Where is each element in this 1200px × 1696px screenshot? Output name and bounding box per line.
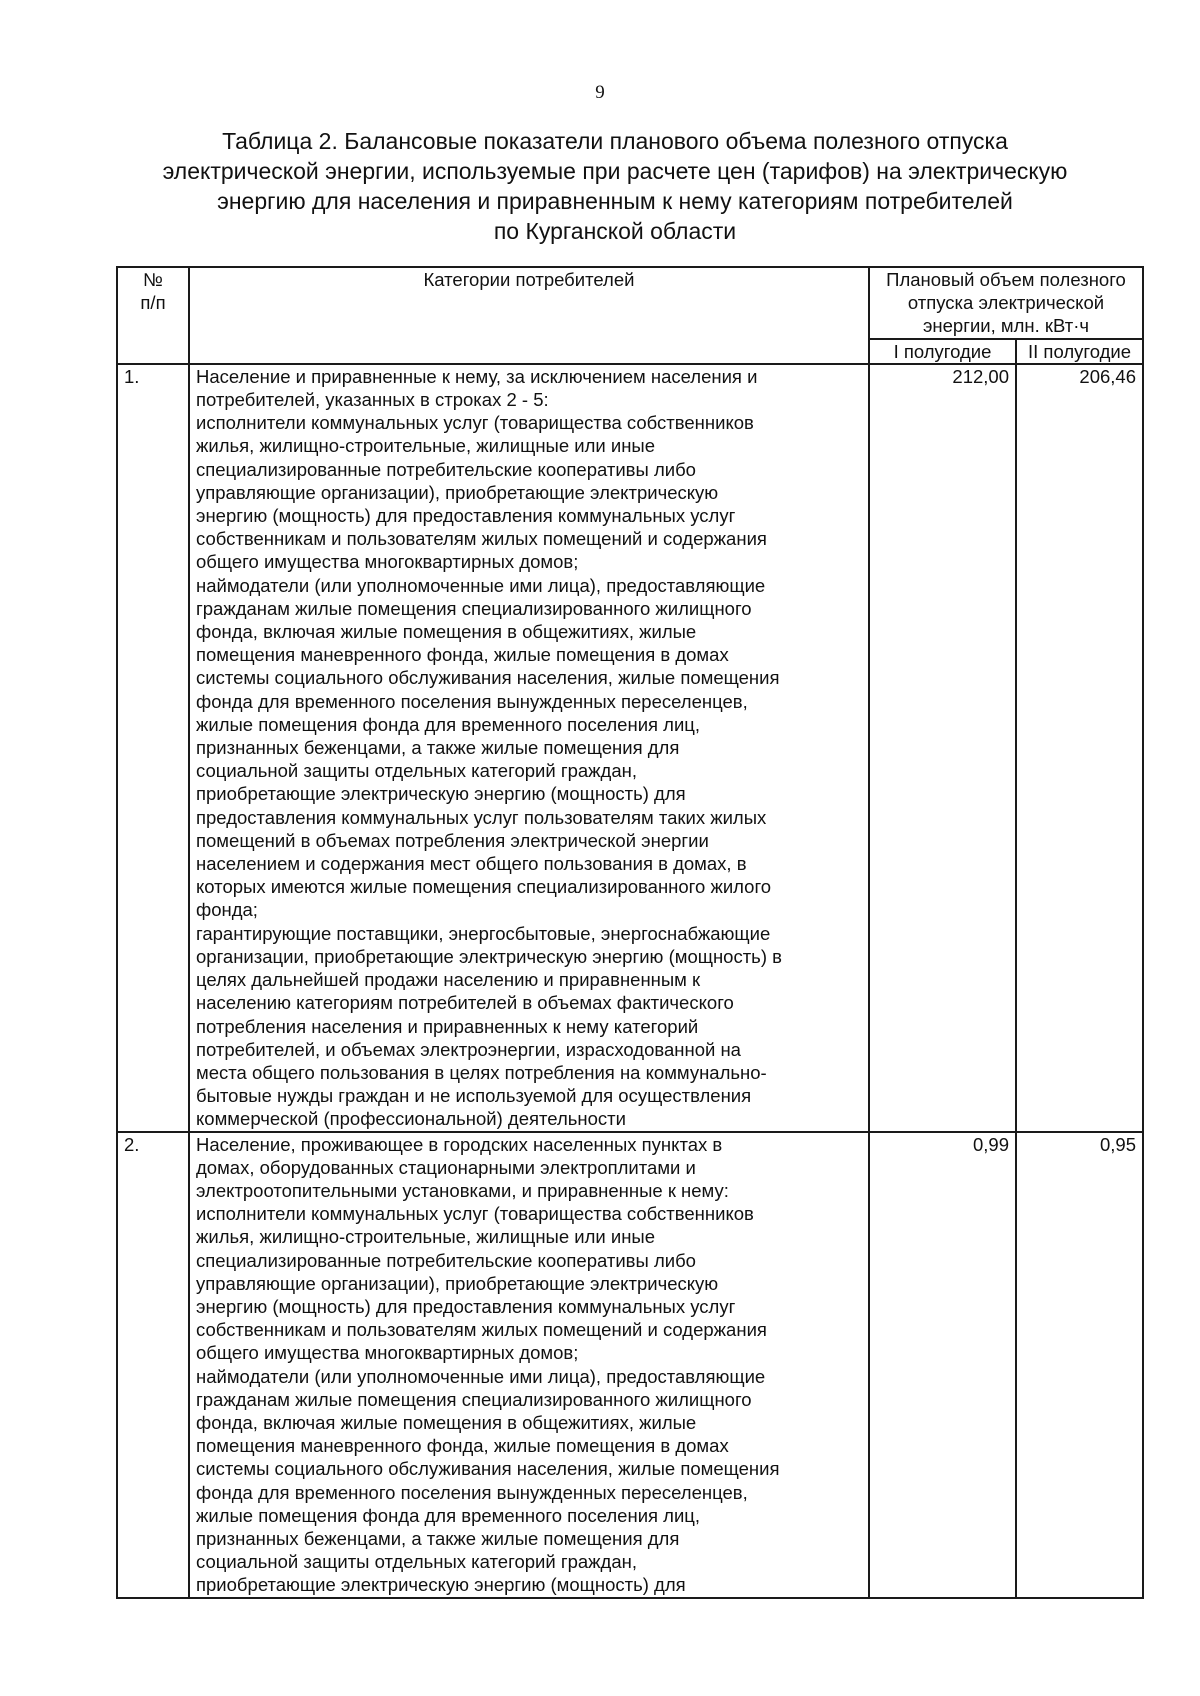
category-text-line: специализированные потребительские кооперативы либо [196, 1249, 696, 1271]
header-volume-cell [869, 267, 1143, 339]
category-text-line: исполнители коммунальных услуг (товарищества собственников [196, 1203, 754, 1225]
category-text-line: бытовые нужды граждан и не используемой для осуществления [196, 1085, 752, 1107]
category-text-line: жилые помещения фонда для временного поселения лиц, [196, 1504, 701, 1526]
header-num-symbol: № [143, 269, 163, 290]
category-text-line: социальной защиты отдельных категорий граждан, [196, 760, 637, 782]
category-text-line: гражданам жилые помещения специализированного жилищного [196, 1388, 752, 1410]
row-category [189, 364, 869, 1132]
category-text-line: исполнители коммунальных услуг (товарищества собственников [196, 412, 754, 434]
balance-table [116, 266, 1144, 1599]
category-text-line: собственникам и пользователям жилых помещений и содержания [196, 1319, 767, 1341]
title-line: по Курганской области [493, 218, 737, 244]
category-text-line: гарантирующие поставщики, энергосбытовые, энергоснабжающие [196, 922, 771, 944]
table-row [117, 364, 1143, 1132]
category-text-line: системы социального обслуживания населения, жилые помещения [196, 1458, 780, 1480]
category-text-line: наймодатели (или уполномоченные ими лица), предоставляющие [196, 574, 766, 596]
title-line: энергию для населения и приравненным к нему категориям потребителей [217, 188, 1013, 214]
category-text-line: населением и содержания мест общего пользования в домах, в [196, 853, 747, 875]
category-text-line: населению категориям потребителей в объемах фактического [196, 992, 734, 1014]
header-volume-line: отпуска электрической [907, 292, 1105, 314]
category-text-line: которых имеются жилые помещения специализированного жилого [196, 876, 772, 898]
category-text-line: системы социального обслуживания населения, жилые помещения [196, 667, 780, 689]
row-number: 2. [117, 1132, 189, 1598]
row-category-lines [196, 1133, 862, 1597]
category-text-line: энергию (мощность) для предоставления коммунальных услуг [196, 1295, 736, 1317]
row-category [189, 1132, 869, 1598]
category-text-line: жилья, жилищно-строительные, жилищные или иные [196, 435, 655, 457]
header-num-cell [117, 267, 189, 364]
category-text-line: фонда для временного поселения вынужденных переселенцев, [196, 1481, 748, 1503]
category-text-line: помещения маневренного фонда, жилые помещения в домах [196, 644, 729, 666]
category-text-line: гражданам жилые помещения специализированного жилищного [196, 597, 752, 619]
category-text-line: жилья, жилищно-строительные, жилищные или иные [196, 1226, 655, 1248]
category-text-line: потребителей, указанных в строках 2 - 5: [196, 389, 549, 411]
category-text-line: жилые помещения фонда для временного поселения лиц, [196, 713, 701, 735]
category-text-line: фонда, включая жилые помещения в общежитиях, жилые [196, 1411, 697, 1433]
category-text-line: общего имущества многоквартирных домов; [196, 1342, 579, 1364]
header-category-cell: Категории потребителей [189, 267, 869, 364]
category-text-line: социальной защиты отдельных категорий граждан, [196, 1551, 637, 1573]
row-number: 1. [117, 364, 189, 1132]
category-text-line: помещения маневренного фонда, жилые помещения в домах [196, 1435, 729, 1457]
row-value-half2: 0,95 [1016, 1132, 1143, 1598]
category-text-line: управляющие организации), приобретающие электрическую [196, 1272, 719, 1294]
header-row [117, 267, 1143, 339]
category-text-line: Население и приравненные к нему, за исключением населения и [196, 365, 758, 387]
row-value-half1: 212,00 [869, 364, 1016, 1132]
header-half2-cell: II полугодие [1016, 339, 1143, 364]
header-volume-line: энергии, млн. кВт·ч [922, 315, 1090, 337]
header-volume-line: Плановый объем полезного [886, 269, 1126, 290]
category-text-line: наймодатели (или уполномоченные ими лица), предоставляющие [196, 1365, 766, 1387]
title-line: электрической энергии, используемые при расчете цен (тарифов) на электрическую [162, 158, 1068, 184]
category-text-line: энергию (мощность) для предоставления коммунальных услуг [196, 505, 736, 527]
category-text-line: места общего пользования в целях потребления на коммунально- [196, 1061, 767, 1083]
category-text-line: организации, приобретающие электрическую энергию (мощность) в [196, 945, 782, 967]
category-text-line: специализированные потребительские кооперативы либо [196, 458, 696, 480]
category-text-line: приобретающие электрическую энергию (мощность) для [196, 783, 686, 805]
category-text-line: фонда для временного поселения вынужденных переселенцев, [196, 690, 748, 712]
category-text-line: потребителей, и объемах электроэнергии, израсходованной на [196, 1038, 741, 1060]
row-value-half1: 0,99 [869, 1132, 1016, 1598]
category-text-line: Население, проживающее в городских населенных пунктах в [196, 1133, 723, 1155]
category-text-line: помещений в объемах потребления электрической энергии [196, 829, 709, 851]
header-half1-cell: I полугодие [869, 339, 1016, 364]
page-number: 9 [595, 82, 605, 103]
row-value-half2: 206,46 [1016, 364, 1143, 1132]
category-text-line: фонда; [196, 899, 258, 921]
category-text-line: общего имущества многоквартирных домов; [196, 551, 579, 573]
table-title [120, 126, 1110, 246]
category-text-line: коммерческой (профессиональной) деятельности [196, 1108, 626, 1130]
category-text-line: собственникам и пользователям жилых помещений и содержания [196, 528, 767, 550]
category-text-line: признанных беженцами, а также жилые помещения для [196, 737, 680, 759]
category-text-line: приобретающие электрическую энергию (мощность) для [196, 1574, 686, 1596]
category-text-line: целях дальнейшей продажи населению и приравненным к [196, 969, 701, 991]
category-text-line: электроотопительными установками, и приравненные к нему: [196, 1179, 729, 1201]
category-text-line: предоставления коммунальных услуг пользователям таких жилых [196, 806, 767, 828]
title-line: Таблица 2. Балансовые показатели планового объема полезного отпуска [222, 128, 1008, 154]
category-text-line: фонда, включая жилые помещения в общежитиях, жилые [196, 621, 697, 643]
category-text-line: признанных беженцами, а также жилые помещения для [196, 1527, 680, 1549]
table-row [117, 1132, 1143, 1598]
category-text-line: управляющие организации), приобретающие электрическую [196, 481, 719, 503]
category-text-line: домах, оборудованных стационарными электроплитами и [196, 1156, 696, 1178]
row-category-lines [196, 365, 862, 1131]
category-text-line: потребления населения и приравненных к нему категорий [196, 1015, 699, 1037]
header-num-label: п/п [140, 292, 166, 314]
